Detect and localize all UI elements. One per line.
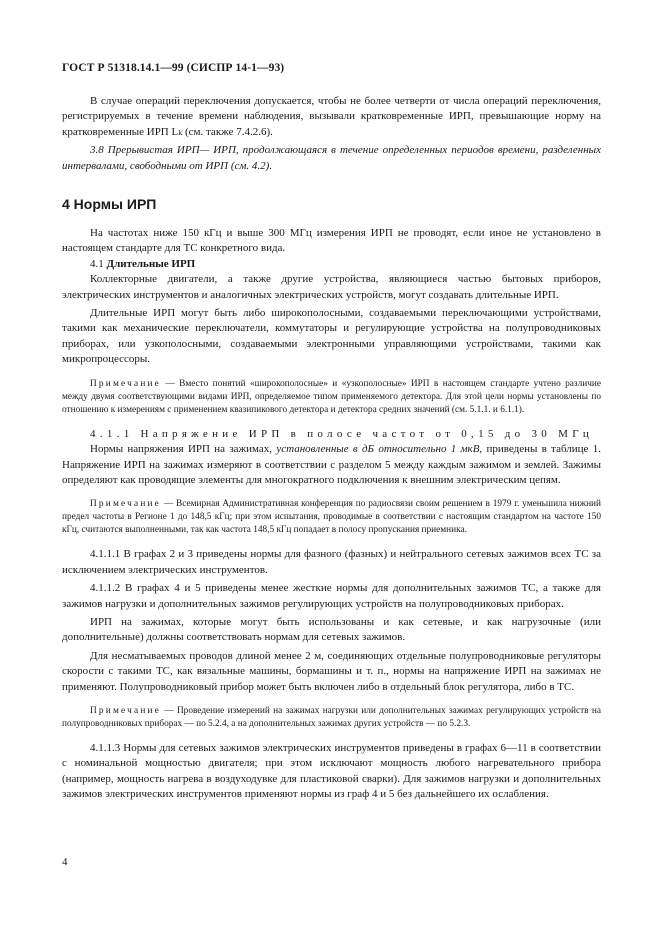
paragraph-dual-terminals: ИРП на зажимах, которые могут быть использованы и как сетевые, и как нагрузочные (или дополнительные) должны соответствовать нормам для сетевых зажимов. <box>62 615 601 644</box>
text-run: Нормы напряжения ИРП на зажимах, <box>90 443 277 456</box>
subsection-title: Длительные ИРП <box>106 257 196 270</box>
note-label: Примечание <box>90 378 161 389</box>
page-number: 4 <box>62 856 68 868</box>
note-3 <box>62 705 601 731</box>
paragraph-frequency-range: На частотах ниже 150 кГц и выше 300 МГц измерения ИРП не проводят, если иное не установлено в настоящем стандарте для ТС конкретного вида. <box>62 227 601 255</box>
paragraph-voltage-limits <box>62 442 601 488</box>
subsection-4-1-heading <box>62 257 601 272</box>
paragraph-4-1-1-3: 4.1.1.3 Нормы для сетевых зажимов электрических инструментов приведены в графах 6—11 в соответствии с номинальной мощностью двигателя; при этом исключают мощность любого нагревательного прибора (например, мощность нагрева в воздуходувке для пластиковой сварки). Для зажимов нагрузки и дополнительных зажимов электрических инструментов применяют нормы из граф 4 и 5 без дальнейшего их ослабления. <box>62 741 601 801</box>
note-text: — Всемирная Административная конференция по радиосвязи своим решением в 1979 г. уменьшила нижний предел частоты в Регионе 1 до 148,5 кГц; при этом испытания, проводимые в соответствии с настоящим стандартом на частоте 150 кГц, считаются выполненными, так как частота 148,5 кГц попадает в полосу пропускания приемника. <box>62 499 601 536</box>
italic-run: установленные в дБ относительно 1 мкВ <box>276 443 480 456</box>
paragraph-4-1-1-1: 4.1.1.1 В графах 2 и 3 приведены нормы для фазного (фазных) и нейтрального сетевых зажимов всех ТС за исключением электрических инструментов. <box>62 548 601 576</box>
text-run: , приведены в таблице 1. Напряжение ИРП на зажимах измеряют в соответствии с разделом 5 между каждым зажимом и землей. Зажимы определяют как проводящие элементы для многократного подключения к внешним электрическим цепям. <box>62 443 601 486</box>
note-1 <box>62 378 601 417</box>
paragraph-4-1-1-2: 4.1.1.2 В графах 4 и 5 приведены менее жесткие нормы для дополнительных зажимов ТС, а также для зажимов нагрузки и дополнительных зажимов регулирующих устройств на полупроводниковых приборах. <box>62 582 601 610</box>
note-text: — Проведение измерений на зажимах нагрузки или дополнительных зажимах регулирующих устройств на полупроводниковых приборах — по 5.2.4, а на дополнительных зажимах других устройств — по 5.2.3. <box>62 705 601 729</box>
definition-3-8: 3.8 Прерывистая ИРП— ИРП, продолжающаяся в течение определенных периодов времени, разделенных интервалами, свободными от ИРП (см. 4.2). <box>62 144 601 172</box>
paragraph-broadband-narrowband: Длительные ИРП могут быть либо широкополосными, создаваемыми переключающими устройствами, такими как механические переключатели, коммутаторы и регулирующие устройства на полупроводниковых приборах, или узкополосными, создаваемыми электронными управляющими устройствами, такими как микропроцессоры. <box>62 307 601 366</box>
subsection-4-1-1-heading: 4.1.1 Напряжение ИРП в полосе частот от 0,15 до 30 МГц <box>90 427 594 440</box>
document-header: ГОСТ Р 51318.14.1—99 (СИСПР 14-1—93) <box>62 62 285 74</box>
subsection-number: 4.1 <box>90 257 104 270</box>
note-text: — Вместо понятий «широкополосные» и «узкополосные» ИРП в настоящем стандарте учтено различие между двумя соответствующими видами ИРП, определяемое типом применяемого детектора. Для этой цели нормы установлены по отношению к измерениям с применением квазипикового детектора и детектора средних значений (см. 5.1.1. и 6.1.1). <box>62 378 601 415</box>
note-label: Примечание <box>90 499 161 510</box>
note-2 <box>62 498 601 537</box>
paragraph-switching: В случае операций переключения допускается, чтобы не более четверти от числа операций переключения, регистрируемых в течение времени наблюдения, вызывали кратковременные ИРП, превышающие норму на кратковременные ИРП Lₖ (см. также 7.4.2.6). <box>62 95 601 138</box>
note-label: Примечание <box>90 705 161 716</box>
section-title: 4 Нормы ИРП <box>62 196 157 213</box>
paragraph-short-wires: Для несматываемых проводов длиной менее 2 м, соединяющих отдельные полупроводниковые регуляторы скорости с такими ТС, как вязальные машины, бормашины и т. п., нормы на напряжение ИРП на зажимах не применяют. Полупроводниковый прибор может быть включен либо в отдельный блок регулятора, либо в ТС. <box>62 649 601 693</box>
paragraph-collector-motors: Коллекторные двигатели, а также другие устройства, являющиеся частью бытовых приборов, электрических инструментов и аналогичных электрических устройств, могут создавать длительные ИРП. <box>62 273 601 301</box>
